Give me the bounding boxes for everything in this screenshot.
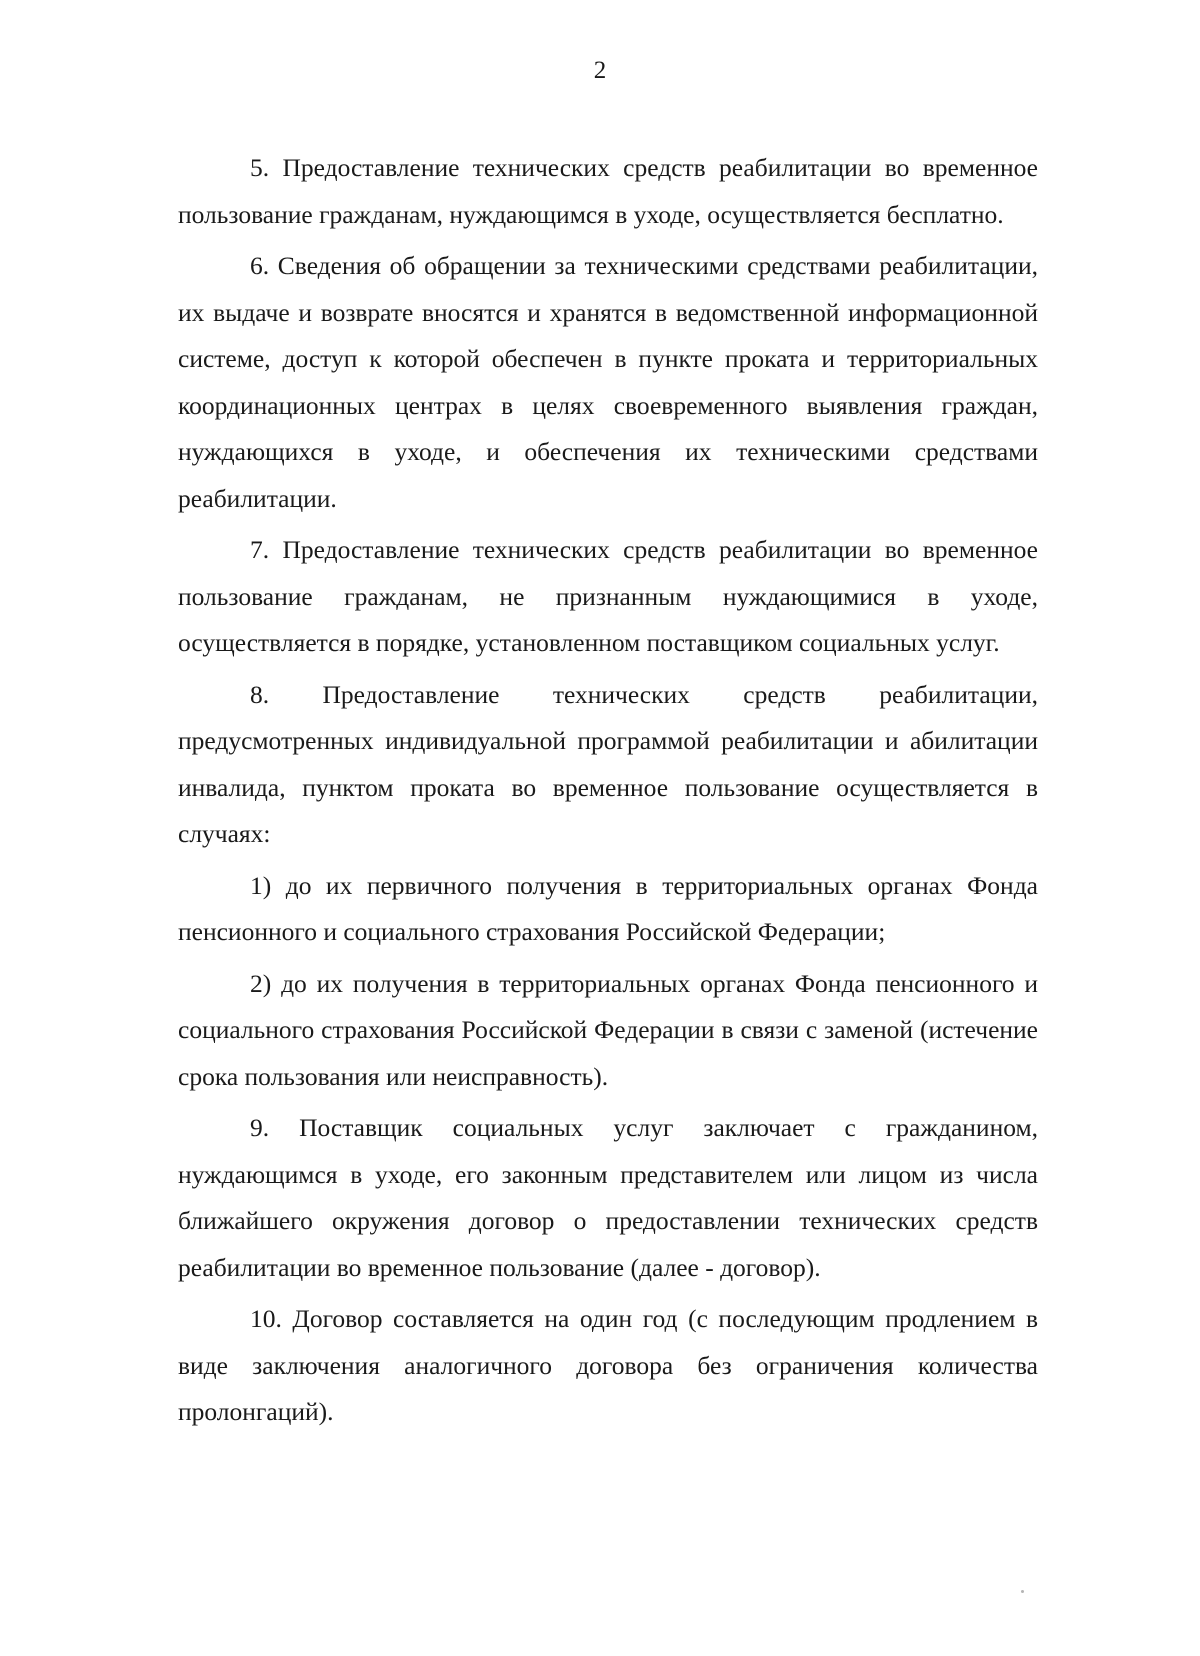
scan-speck [1021,1590,1024,1593]
paragraph-10: 10. Договор составляется на один год (с последующим продлением в виде заключения аналогичного договора без ограничения количества пролонгаций). [178,1304,1038,1426]
document-body [178,145,1038,1441]
page-number: 2 [593,57,607,84]
paragraph-5: 5. Предоставление технических средств реабилитации во временное пользование гражданам, нуждающимся в уходе, осуществляется бесплатно. [178,153,1038,229]
list-item-1: 1) до их первичного получения в территориальных органах Фонда пенсионного и социального страхования Российской Федерации; [178,870,1038,946]
paragraph-6: 6. Сведения об обращении за техническими средствами реабилитации, их выдаче и возврате вносятся и хранятся в ведомственной информационной системе, доступ к которой обеспечен в пункте проката и территориальных координационных центрах в целях своевременного выявления граждан, нуждающихся в уходе, и обеспечения их техническими средствами реабилитации. [178,251,1038,513]
paragraph-9: 9. Поставщик социальных услуг заключает с гражданином, нуждающимся в уходе, его законным представителем или лицом из числа ближайшего окружения договор о предоставлении технических средств реабилитации во временное пользование (далее - договор). [178,1113,1038,1282]
paragraph-8: 8. Предоставление технических средств реабилитации, предусмотренных индивидуальной программой реабилитации и абилитации инвалида, пунктом проката во временное пользование осуществляется в случаях: [178,679,1038,848]
paragraph-7: 7. Предоставление технических средств реабилитации во временное пользование гражданам, не признанным нуждающимися в уходе, осуществляется в порядке, установленном поставщиком социальных услуг. [178,535,1038,657]
list-item-2: 2) до их получения в территориальных органах Фонда пенсионного и социального страхования Российской Федерации в связи с заменой (истечение срока пользования или неисправность). [178,968,1038,1091]
